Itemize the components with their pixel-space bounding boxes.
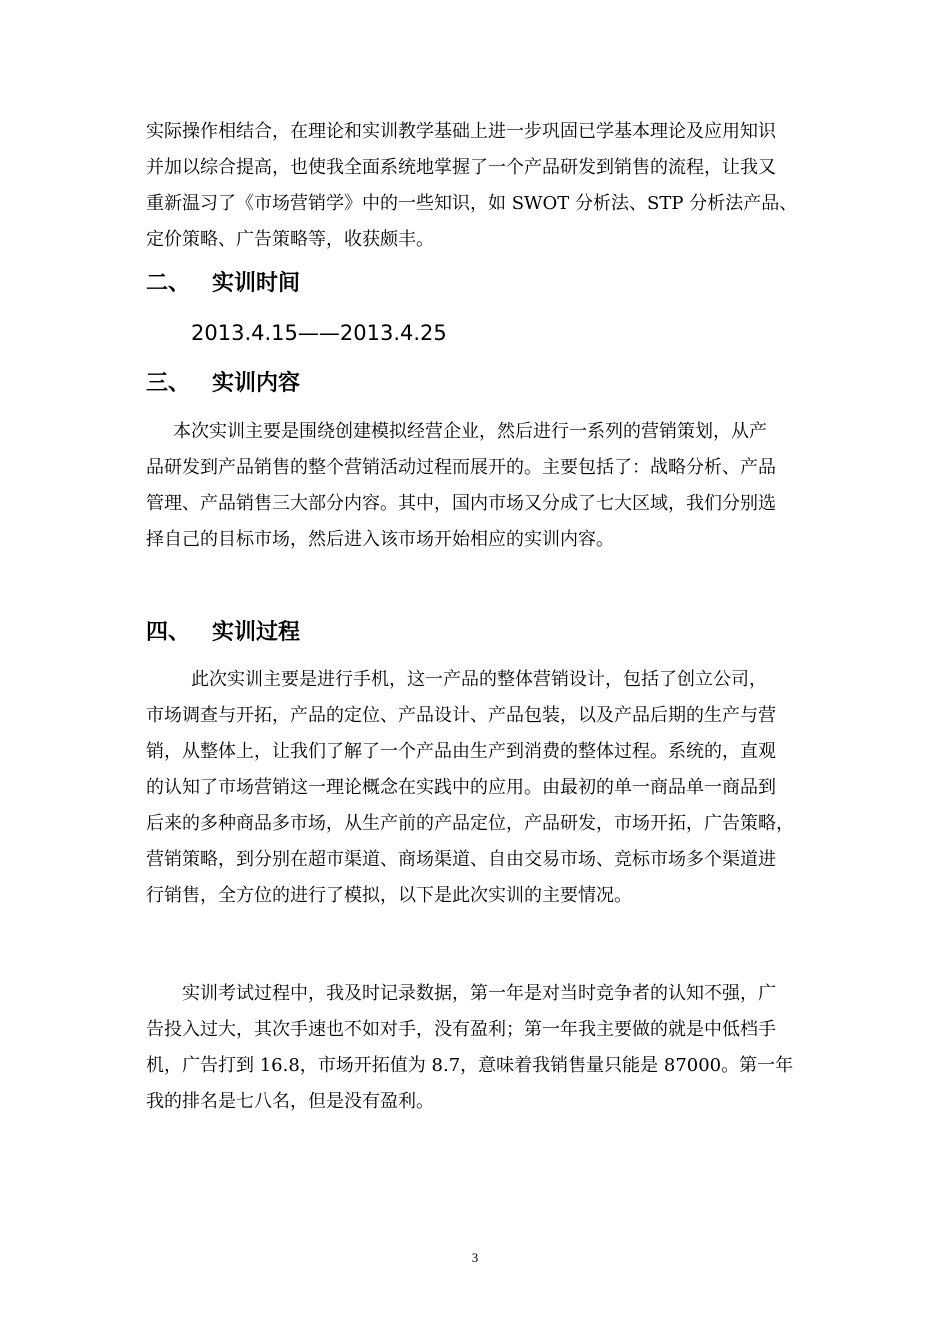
section-three-line-4: 择自己的目标市场，然后进入该市场开始相应的实训内容。 [146,529,614,550]
exam-line-1: 实训考试过程中，我及时记录数据，第一年是对当时竞争者的认知不强，广 [182,983,776,1004]
intro-paragraph [146,114,816,258]
section-four-title: 实训过程 [212,620,301,645]
page-number: 3 [471,1250,479,1265]
section-four-line-5: 后来的多种商品多市场，从生产前的产品定位，产品研发，市场开拓，广告策略， [146,813,794,834]
intro-line-4: 定价策略、广告策略等，收获颇丰。 [146,229,434,250]
section-three-line-2: 品研发到产品销售的整个营销活动过程而展开的。主要包括了：战略分析、产品 [146,457,776,478]
section-four-number: 四、 [146,620,191,645]
exam-line-2: 告投入过大，其次手速也不如对手，没有盈利；第一年我主要做的就是中低档手 [146,1019,776,1040]
section-four-heading [146,618,300,648]
section-four-line-4: 的认知了市场营销这一理论概念在实践中的应用。由最初的单一商品单一商品到 [146,777,776,798]
exam-paragraph [146,976,816,1120]
section-three-heading [146,369,300,399]
section-three-line-1: 本次实训主要是围绕创建模拟经营企业，然后进行一系列的营销策划，从产 [173,421,767,442]
intro-line-3: 重新温习了《市场营销学》中的一些知识，如 SWOT 分析法、STP 分析法产品、 [146,193,798,214]
section-three-line-3: 管理、产品销售三大部分内容。其中，国内市场又分成了七大区域，我们分别选 [146,493,776,514]
section-four-line-6: 营销策略，到分别在超市渠道、商场渠道、自由交易市场、竞标市场多个渠道进 [146,849,776,870]
section-two-title: 实训时间 [212,271,301,296]
exam-line-4: 我的排名是七八名，但是没有盈利。 [146,1091,434,1112]
section-four-line-7: 行销售，全方位的进行了模拟，以下是此次实训的主要情况。 [146,885,632,906]
intro-line-1: 实际操作相结合，在理论和实训教学基础上进一步巩固已学基本理论及应用知识 [146,121,776,142]
section-two-heading [146,269,300,299]
section-four-line-2: 市场调查与开拓，产品的定位、产品设计、产品包装，以及产品后期的生产与营 [146,705,776,726]
section-four-line-1: 此次实训主要是进行手机，这一产品的整体营销设计，包括了创立公司， [191,669,767,690]
intro-line-2: 并加以综合提高，也使我全面系统地掌握了一个产品研发到销售的流程，让我又 [146,157,776,178]
exam-line-3: 机，广告打到 16.8，市场开拓值为 8.7，意味着我销售量只能是 87000。第一年 [146,1055,794,1076]
section-three-number: 三、 [146,371,191,396]
section-four-paragraph [146,662,816,914]
section-three-title: 实训内容 [212,371,301,396]
training-date-range: 2013.4.15——2013.4.25 [191,321,447,345]
section-four-line-3: 销，从整体上，让我们了解了一个产品由生产到消费的整体过程。系统的，直观 [146,741,776,762]
section-three-paragraph [146,414,816,558]
section-two-number: 二、 [146,271,191,296]
